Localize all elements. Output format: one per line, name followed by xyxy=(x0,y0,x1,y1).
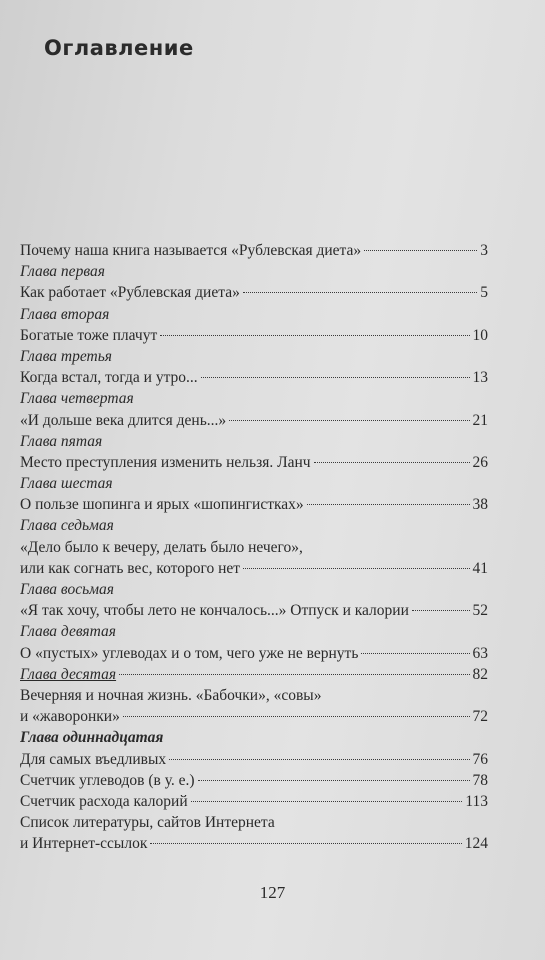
dot-leader xyxy=(361,653,469,654)
toc-entry-title: Список литературы, сайтов Интернета xyxy=(20,814,275,832)
chapter-label xyxy=(20,579,488,600)
toc-page-number: 38 xyxy=(472,496,488,514)
toc-entry-title: и Интернет-ссылок xyxy=(20,835,148,853)
chapter-label-text: одиннадцатая xyxy=(62,729,164,747)
toc-entry xyxy=(20,367,488,388)
chapter-label-text: Глава седьмая xyxy=(20,517,114,535)
toc-entry xyxy=(20,240,488,261)
toc-entry-title: Когда встал, тогда и утро... xyxy=(20,369,198,387)
toc-entry xyxy=(20,770,488,791)
chapter-label xyxy=(20,515,488,536)
dot-leader xyxy=(364,250,477,251)
dot-leader xyxy=(169,759,469,760)
chapter-label xyxy=(20,346,488,367)
chapter-label xyxy=(20,388,488,409)
toc-page-number: 13 xyxy=(472,369,488,387)
toc-entry-title: «И дольше века длится день...» xyxy=(20,411,227,429)
toc-entry-title: Как работает «Рублевская диета» xyxy=(20,284,240,302)
toc-entry xyxy=(20,410,488,431)
chapter-label-text: Глава первая xyxy=(20,263,105,281)
table-of-contents xyxy=(20,240,488,854)
dot-leader xyxy=(198,780,470,781)
dot-leader xyxy=(229,420,469,421)
toc-entry xyxy=(20,749,488,770)
chapter-label xyxy=(20,261,488,282)
chapter-label-text: Глава третья xyxy=(20,347,113,365)
chapter-label-text: Глава шестая xyxy=(20,475,113,493)
chapter-label-text: Глава десятая xyxy=(20,665,117,683)
toc-page-number: 3 xyxy=(480,242,488,259)
toc-entry-title: и «жаворонки» xyxy=(20,708,120,726)
toc-page-number: 52 xyxy=(472,602,488,620)
toc-entry-title: Счетчик углеводов (в у. е.) xyxy=(20,771,195,789)
chapter-label-text: Глава xyxy=(20,729,63,747)
chapter-label-text: Глава девятая xyxy=(20,623,116,641)
dot-leader xyxy=(314,462,470,463)
page-title: Оглавление xyxy=(44,36,194,60)
dot-leader xyxy=(191,801,463,802)
toc-entry xyxy=(20,706,488,727)
toc-page-number: 21 xyxy=(472,411,488,429)
chapter-label xyxy=(20,304,488,325)
toc-entry xyxy=(20,452,488,473)
toc-page-number: 72 xyxy=(472,708,488,726)
chapter-label xyxy=(20,473,488,494)
page-number: 127 xyxy=(259,883,286,902)
dot-leader xyxy=(412,610,470,611)
toc-page-number: 124 xyxy=(464,835,488,853)
dot-leader xyxy=(307,504,470,505)
chapter-label xyxy=(20,664,488,685)
toc-entry-title: О «пустых» углеводах и о том, чего уже не вернуть xyxy=(20,644,359,662)
toc-entry xyxy=(20,600,488,621)
chapter-label-text: Глава четвертая xyxy=(20,390,134,408)
toc-entry-title: «Дело было к вечеру, делать было нечего», xyxy=(20,538,303,556)
dot-leader xyxy=(201,377,470,378)
toc-page-number: 78 xyxy=(472,771,488,789)
toc-entry-title: Богатые тоже плачут xyxy=(20,326,158,344)
toc-page-number: 5 xyxy=(480,284,488,302)
toc-entry-line xyxy=(20,537,488,558)
dot-leader xyxy=(119,674,469,675)
toc-page-number: 41 xyxy=(472,559,488,577)
dot-leader xyxy=(123,716,470,717)
toc-page-number: 82 xyxy=(472,665,488,683)
toc-entry-title: Место преступления изменить нельзя. Ланч xyxy=(20,453,311,471)
toc-page-number: 10 xyxy=(472,326,488,344)
chapter-label-text: Глава пятая xyxy=(20,432,103,450)
chapter-label-text: Глава восьмая xyxy=(20,581,114,598)
toc-entry-title: «Я так хочу, чтобы лето не кончалось...» Отпуск и калории xyxy=(20,602,409,620)
chapter-label xyxy=(20,727,488,748)
dot-leader xyxy=(150,843,461,844)
toc-page-number: 26 xyxy=(472,453,488,471)
toc-page-number: 63 xyxy=(472,644,488,662)
toc-entry-title: или как согнать вес, которого нет xyxy=(20,559,241,577)
dot-leader xyxy=(243,292,477,293)
dot-leader xyxy=(243,568,469,569)
toc-entry xyxy=(20,643,488,664)
toc-entry xyxy=(20,833,488,854)
toc-entry-title: Для самых въедливых xyxy=(20,750,167,768)
toc-page-number: 76 xyxy=(472,750,488,768)
toc-page-number: 113 xyxy=(465,792,488,810)
toc-entry-title: О пользе шопинга и ярых «шопингистках» xyxy=(20,496,304,514)
toc-entry xyxy=(20,558,488,579)
toc-entry-title: Вечерняя и ночная жизнь. «Бабочки», «совы» xyxy=(20,686,322,704)
dot-leader xyxy=(160,335,469,336)
toc-entry xyxy=(20,325,488,346)
toc-entry xyxy=(20,791,488,812)
chapter-label-text: Глава вторая xyxy=(20,305,110,323)
toc-entry-title: Счетчик расхода калорий xyxy=(20,792,188,810)
chapter-label xyxy=(20,431,488,452)
toc-entry-title: Почему наша книга называется «Рублевская диета» xyxy=(20,242,362,259)
chapter-label xyxy=(20,621,488,642)
toc-entry-line xyxy=(20,685,488,706)
toc-entry-line xyxy=(20,812,488,833)
toc-entry xyxy=(20,282,488,303)
toc-entry xyxy=(20,494,488,515)
